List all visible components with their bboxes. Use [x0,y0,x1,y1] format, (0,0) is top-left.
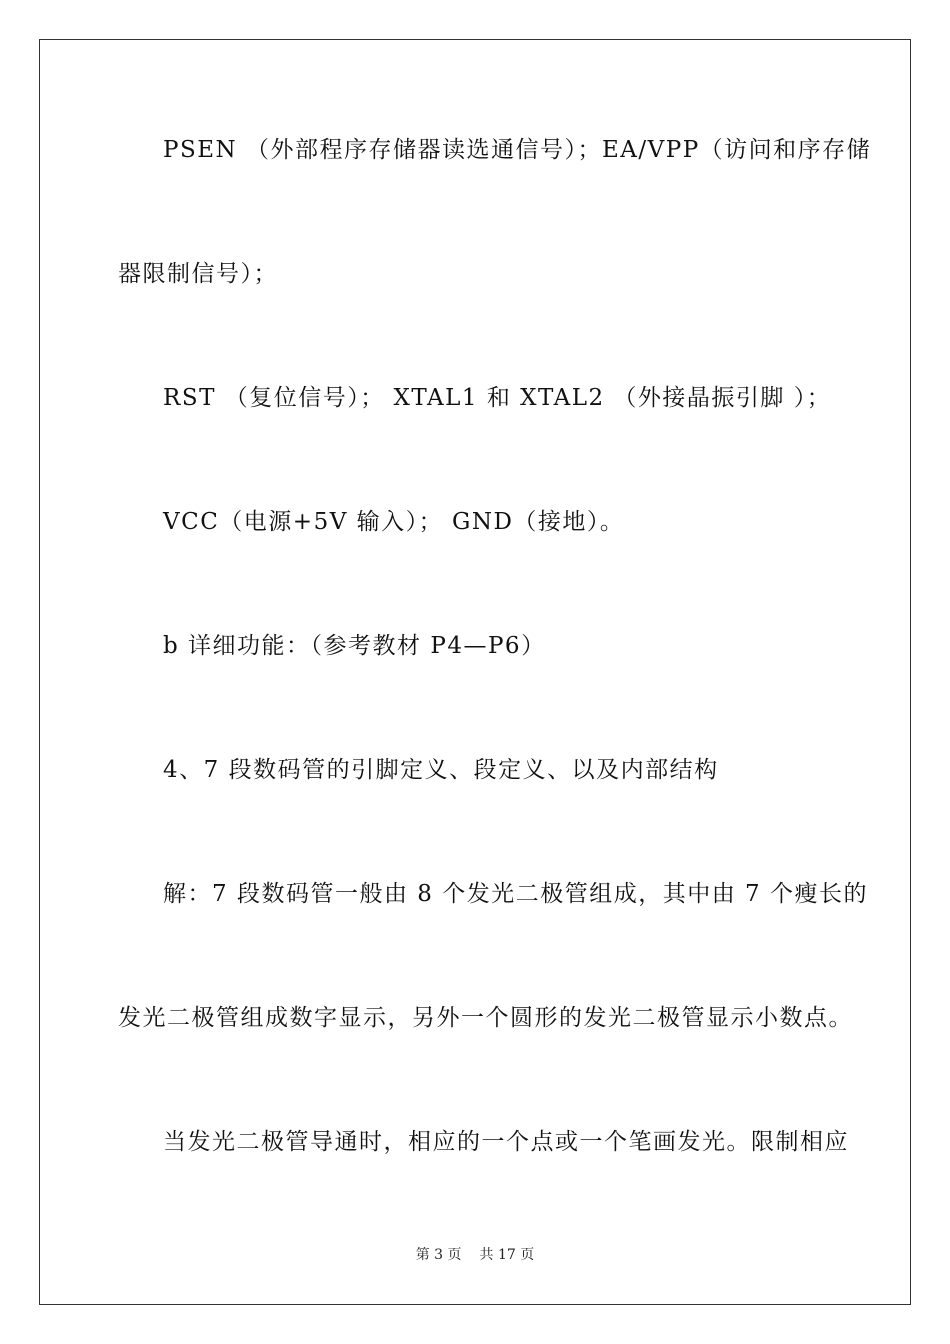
page-footer [0,1246,950,1264]
body-line-answer-cont: 发光二极管组成数字显示，另外一个圆形的发光二极管显示小数点。 [118,1005,853,1031]
body-line-rst: RST （复位信号）； XTAL1 和 XTAL2 （外接晶振引脚 ）； [163,385,832,411]
body-line-psen-cont: 器限制信号）； [118,261,278,287]
page-border [39,39,911,1305]
body-line-led-conduct: 当发光二极管导通时，相应的一个点或一个笔画发光。限制相应 [163,1129,849,1155]
body-line-vcc: VCC（电源+5V 输入）； GND（接地）。 [163,509,625,535]
page-total: 共 17 页 [479,1247,535,1263]
page-number: 第 3 页 [415,1247,462,1263]
section-heading-7-segment: 4、7 段数码管的引脚定义、段定义、以及内部结构 [163,757,719,783]
body-line-answer: 解：7 段数码管一般由 8 个发光二极管组成，其中由 7 个瘦长的 [163,881,868,907]
body-line-detail-functions: b 详细功能：（参考教材 P4—P6） [163,633,546,659]
body-line-psen: PSEN （外部程序存储器读选通信号）；EA/VPP（访问和序存储 [163,137,872,163]
